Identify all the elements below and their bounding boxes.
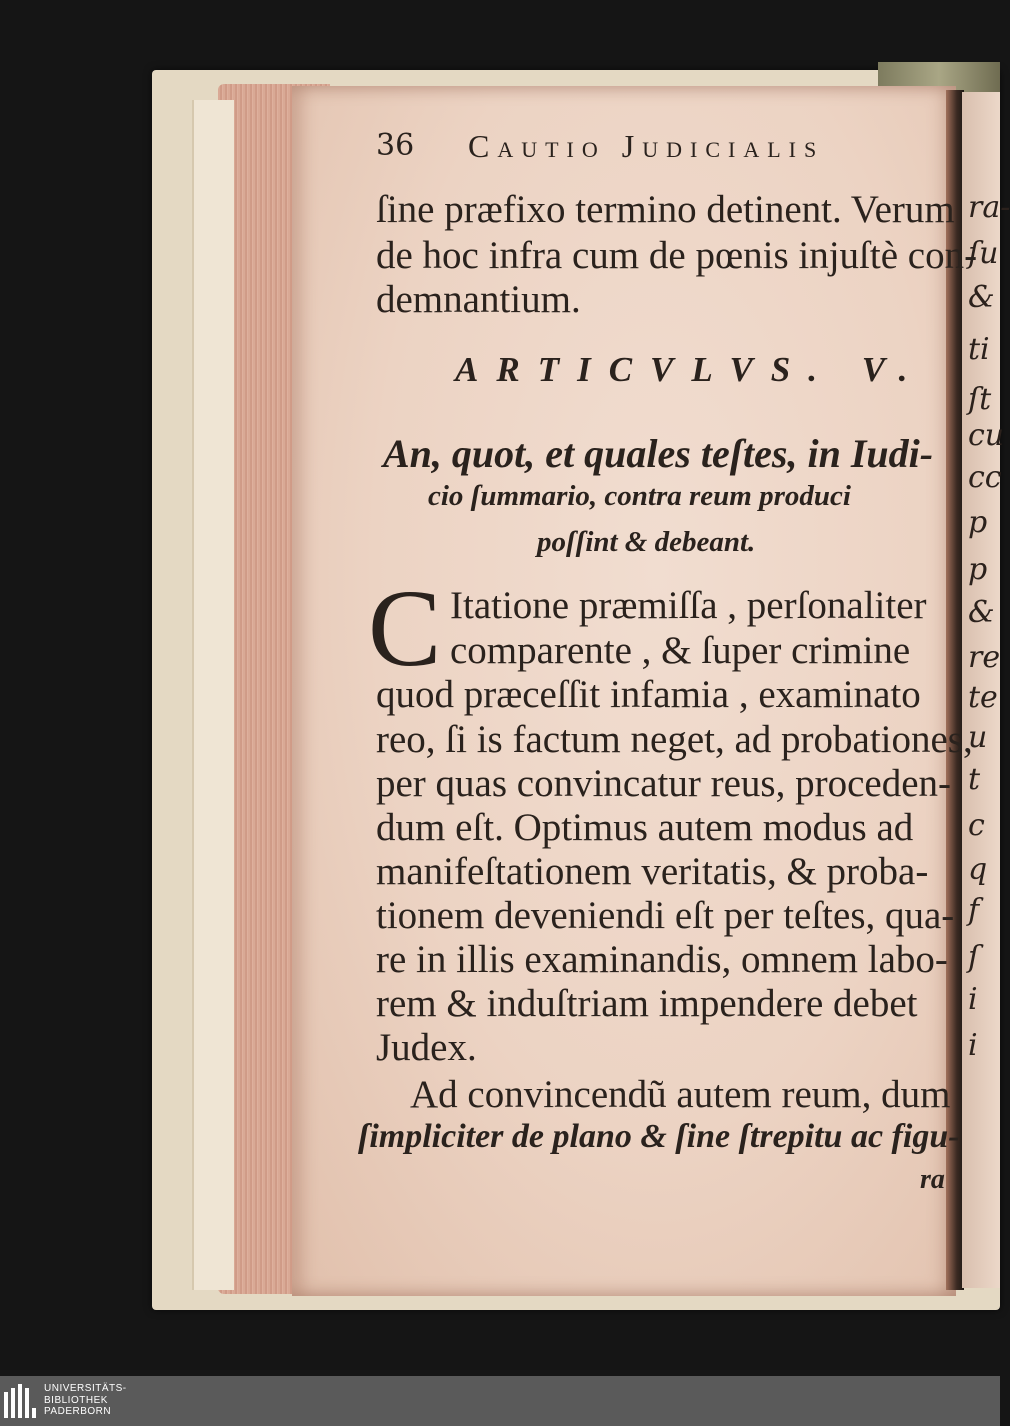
drop-cap: C (368, 567, 442, 689)
facing-page-fragment: re (968, 640, 1001, 675)
facing-page-fragment: te (968, 680, 998, 715)
text-line: Itatione præmiſſa , perſonaliter (450, 584, 927, 627)
facing-page-fragment: cc (968, 460, 1002, 495)
library-footer (0, 1376, 1000, 1426)
library-logo-icon (4, 1384, 36, 1418)
text-line: dum eſt. Optimus autem modus ad (376, 806, 914, 849)
page-number: 36 (376, 128, 415, 163)
facing-page-fragment: c (968, 808, 985, 843)
text-line: demnantium. (376, 278, 581, 321)
running-title: Cautio Judicialis (468, 128, 825, 164)
question-line: poſſint & debeant. (537, 526, 756, 558)
facing-page-fragment: cu (968, 418, 1005, 453)
text-line: per quas convincatur reus, proceden- (376, 762, 952, 805)
text-line: quod præceſſit infamia , examinato (376, 673, 921, 716)
catchword: ra (920, 1164, 945, 1195)
flyleaf (192, 100, 234, 1290)
text-line: comparente , & ſuper crimine (450, 629, 911, 672)
library-name (44, 1383, 127, 1418)
facing-page-fragment: ti (968, 332, 990, 367)
facing-page-fragment: t (968, 762, 981, 797)
question-line: An, quot, et quales teſtes, in Iudi- (383, 431, 934, 476)
facing-page-fragment: p (968, 552, 988, 587)
text-line: Judex. (376, 1026, 477, 1069)
library-name-line: BIBLIOTHEK (44, 1394, 108, 1406)
facing-page-fragment: ſ (968, 940, 980, 975)
facing-page-fragment: i (968, 1028, 978, 1063)
library-name-line: PADERBORN (44, 1406, 112, 1417)
library-name-line: UNIVERSITÄTS- (44, 1383, 127, 1394)
facing-page-fragment: u (968, 720, 988, 755)
facing-page-fragment: p (968, 505, 988, 540)
facing-page-fragment: q (968, 852, 988, 887)
facing-page-fragment: & (968, 595, 995, 630)
text-line: manifeſtationem veritatis, & proba- (376, 850, 929, 893)
question-line: cio ſummario, contra reum produci (428, 480, 851, 512)
facing-page-fragment: ra- (968, 190, 1010, 225)
text-line: re in illis examinandis, omnem labo- (376, 938, 948, 981)
text-line-italic: ſimpliciter de plano & ſine ſtrepitu ac figu- (358, 1118, 960, 1155)
text-line: tionem deveniendi eſt per teſtes, qua- (376, 894, 955, 937)
facing-page-fragment: ſt (968, 382, 992, 417)
text-line: ſine præfixo termino detinent. Verum (376, 188, 955, 231)
facing-page-fragment: ſu (968, 236, 999, 271)
facing-page-fragment: i (968, 982, 978, 1017)
text-line: de hoc infra cum de pœnis injuſtè con- (376, 234, 978, 277)
text-line: rem & induſtriam impendere debet (376, 982, 918, 1025)
text-line: Ad convincendũ autem reum, dum (410, 1073, 951, 1116)
text-line: reo, ſi is factum neget, ad probationes, (376, 718, 973, 761)
facing-page-fragment: f (968, 893, 980, 928)
facing-page-fragment: & (968, 280, 995, 315)
article-heading: ARTICVLVS. V. (455, 350, 926, 389)
